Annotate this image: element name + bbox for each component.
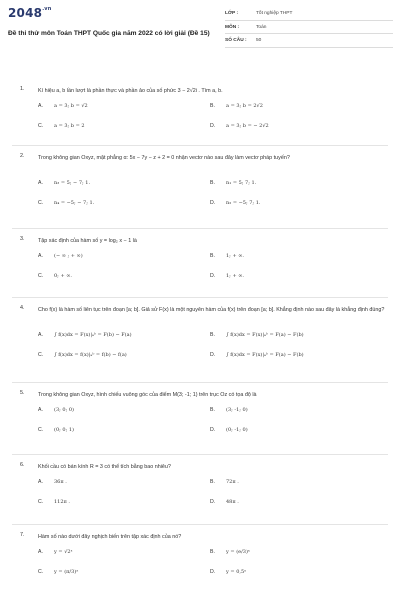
option-text: ∫ f(x)dx = F(x)|ₐᵇ = F(a) − F(b)	[226, 332, 304, 338]
answer-option-d[interactable]	[210, 569, 246, 575]
option-text: (3; 0; 0)	[54, 407, 74, 413]
question-divider	[12, 297, 388, 298]
question-2	[0, 153, 400, 213]
option-text: (− ∞ ; + ∞)	[54, 253, 83, 259]
question-divider	[12, 145, 388, 146]
option-letter: B.	[210, 549, 215, 555]
answer-option-d[interactable]	[210, 200, 260, 206]
answer-option-d[interactable]	[210, 123, 269, 129]
answer-option-b[interactable]	[210, 549, 250, 555]
option-letter: C.	[38, 427, 44, 433]
option-text: ∫ f(x)dx = F(x)|ₐᵇ = F(a) − F(b)	[226, 352, 304, 358]
question-divider	[12, 228, 388, 229]
option-text: a = 3; b = 2	[54, 123, 85, 129]
question-5	[0, 390, 400, 450]
option-letter: D.	[210, 569, 216, 575]
question-number: 7.	[20, 532, 25, 538]
option-text: a = 3; b = 2√2	[226, 103, 263, 109]
question-divider	[12, 382, 388, 383]
question-number: 6.	[20, 462, 25, 468]
answer-option-c[interactable]	[38, 123, 85, 129]
question-text: Trong không gian Oxyz, mặt phẳng α: 5x − 7y − z + 2 = 0 nhận vectơ nào sau đây làm vectơ pháp tuyến?	[38, 155, 290, 161]
option-letter: A.	[38, 103, 43, 109]
answer-option-b[interactable]	[210, 479, 239, 485]
option-letter: A.	[38, 407, 43, 413]
option-text: 0; + ∞.	[54, 273, 72, 279]
option-letter: C.	[38, 499, 44, 505]
answer-option-a[interactable]	[38, 407, 74, 413]
meta-row-subject	[225, 22, 393, 35]
meta-value: Toán	[256, 24, 267, 30]
option-text: ∫ f(x)dx = F(x)|ₐᵇ = F(b) − F(a)	[54, 332, 132, 338]
option-text: y = √2ˣ	[54, 549, 73, 555]
question-number: 1.	[20, 86, 25, 92]
option-letter: D.	[210, 427, 216, 433]
option-letter: A.	[38, 479, 43, 485]
option-letter: C.	[38, 200, 44, 206]
question-text: Khối cầu có bán kính R = 3 có thể tích bằng bao nhiêu?	[38, 464, 171, 470]
option-text: a = 3; b = − 2√2	[226, 123, 269, 129]
option-letter: B.	[210, 479, 215, 485]
answer-option-c[interactable]	[38, 427, 74, 433]
answer-option-c[interactable]	[38, 273, 72, 279]
meta-value: Tốt nghiệp THPT	[256, 11, 293, 17]
meta-label: SỐ CÂU :	[225, 38, 247, 44]
question-text: Trong không gian Oxyz, hình chiếu vuông góc của điểm M(3; -1; 1) trên trục Oz có tọa độ là	[38, 392, 257, 398]
question-number: 3.	[20, 236, 25, 242]
meta-table	[225, 8, 393, 49]
answer-option-c[interactable]	[38, 200, 94, 206]
option-text: n₁ = 5; 7; 1.	[226, 180, 257, 186]
answer-option-d[interactable]	[210, 352, 304, 358]
option-letter: D.	[210, 200, 216, 206]
question-number: 2.	[20, 153, 25, 159]
answer-option-c[interactable]	[38, 352, 127, 358]
option-text: y = (π/3)ˣ	[54, 569, 79, 575]
answer-option-b[interactable]	[210, 407, 248, 413]
answer-option-a[interactable]	[38, 479, 67, 485]
question-1	[0, 86, 400, 146]
option-text: 1; + ∞.	[226, 273, 244, 279]
meta-row-question-count	[225, 35, 393, 48]
option-letter: C.	[38, 123, 44, 129]
option-letter: B.	[210, 103, 215, 109]
question-3	[0, 236, 400, 296]
question-divider	[12, 524, 388, 525]
option-letter: D.	[210, 499, 216, 505]
question-6	[0, 462, 400, 522]
option-letter: D.	[210, 123, 216, 129]
option-letter: B.	[210, 180, 215, 186]
option-text: n₂ = −5; 7; 1.	[226, 200, 261, 206]
answer-option-b[interactable]	[210, 103, 263, 109]
option-text: 112π .	[54, 499, 71, 505]
answer-option-a[interactable]	[38, 180, 90, 186]
question-text: Hàm số nào dưới đây nghịch biến trên tập xác định của nó?	[38, 534, 182, 540]
option-letter: A.	[38, 180, 43, 186]
logo-text: 2048	[8, 6, 43, 20]
option-text: (3; -1; 0)	[226, 407, 248, 413]
site-logo[interactable]	[8, 6, 52, 20]
option-text: n₃ = 5; − 7; 1.	[54, 180, 91, 186]
option-letter: C.	[38, 352, 44, 358]
option-text: n₄ = −5; − 7; 1.	[54, 200, 95, 206]
option-letter: D.	[210, 273, 216, 279]
option-letter: C.	[38, 569, 44, 575]
option-letter: C.	[38, 273, 44, 279]
option-text: 48π .	[226, 499, 239, 505]
answer-option-d[interactable]	[210, 499, 239, 505]
answer-option-d[interactable]	[210, 273, 244, 279]
answer-option-a[interactable]	[38, 549, 73, 555]
meta-label: MÔN :	[225, 24, 240, 30]
option-text: ∫ f(x)dx = f(x)|ₐᵇ = f(b) − f(a)	[54, 352, 127, 358]
answer-option-b[interactable]	[210, 253, 244, 259]
question-number: 5.	[20, 390, 25, 396]
answer-option-d[interactable]	[210, 427, 248, 433]
option-text: 1; + ∞.	[226, 253, 244, 259]
answer-option-b[interactable]	[210, 180, 256, 186]
answer-option-b[interactable]	[210, 332, 304, 338]
question-7	[0, 532, 400, 592]
option-text: (0; -1; 0)	[226, 427, 248, 433]
option-letter: D.	[210, 352, 216, 358]
question-text: Cho f(x) là hàm số liên tục trên đoạn [a; b]. Giả sử F(x) là một nguyên hàm của f(x) trên đoạn [a; b]. Khẳng định nào sau đây là khẳng định đúng?	[38, 307, 385, 313]
question-divider	[12, 454, 388, 455]
option-text: y = 0,5ˣ	[226, 569, 247, 575]
option-letter: B.	[210, 253, 215, 259]
option-text: a = 3; b = √2	[54, 103, 88, 109]
question-text: Tập xác định của hàm số y = log₂ x − 1 là	[38, 238, 137, 244]
option-text: (0; 0; 1)	[54, 427, 74, 433]
answer-option-c[interactable]	[38, 569, 78, 575]
option-letter: A.	[38, 253, 43, 259]
answer-option-c[interactable]	[38, 499, 70, 505]
option-letter: B.	[210, 332, 215, 338]
option-text: 36π .	[54, 479, 67, 485]
option-text: y = (e/3)ˣ	[226, 549, 251, 555]
meta-value: 50	[256, 38, 262, 44]
answer-option-a[interactable]	[38, 332, 132, 338]
question-number: 4.	[20, 305, 25, 311]
document-title: Đề thi thử môn Toán THPT Quốc gia năm 2022 có lời giải (Đề 15)	[8, 30, 210, 37]
option-letter: B.	[210, 407, 215, 413]
question-text: Kí hiệu a, b lần lượt là phần thực và phần ảo của số phức 3 − 2√2i . Tìm a, b.	[38, 88, 223, 94]
meta-label: LỚP :	[225, 11, 239, 17]
option-text: 72π .	[226, 479, 239, 485]
option-letter: A.	[38, 332, 43, 338]
answer-option-a[interactable]	[38, 103, 88, 109]
answer-option-a[interactable]	[38, 253, 83, 259]
question-4	[0, 305, 400, 365]
logo-suffix: .vn	[42, 6, 52, 12]
meta-row-class	[225, 8, 393, 21]
option-letter: A.	[38, 549, 43, 555]
